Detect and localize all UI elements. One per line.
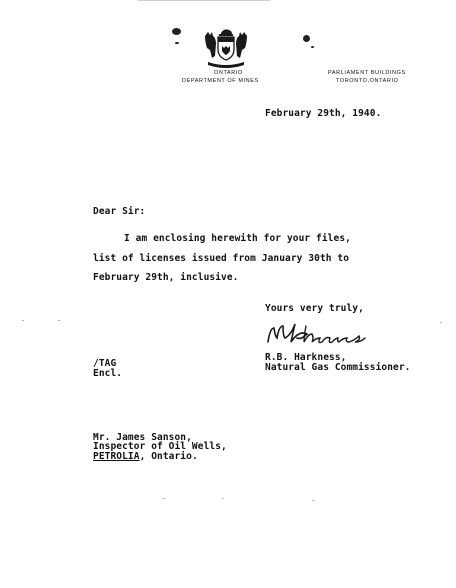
scan-speck xyxy=(222,498,224,499)
body-line-1: I am enclosing herewith for your files, xyxy=(124,233,351,244)
scan-speck xyxy=(312,500,315,501)
ink-blot-left-small xyxy=(175,42,179,44)
scan-speck xyxy=(440,322,442,323)
top-edge-line xyxy=(138,0,270,1)
body-line-3: February 29th, inclusive. xyxy=(93,272,239,283)
scan-speck xyxy=(58,320,60,321)
signatory-title: Natural Gas Commissioner. xyxy=(265,362,411,373)
reference-initials: /TAG xyxy=(93,358,117,369)
letterhead-address-line1: PARLIAMENT BUILDINGS xyxy=(328,70,406,76)
recipient-province: , Ontario. xyxy=(139,451,198,462)
salutation: Dear Sir: xyxy=(93,206,146,217)
letterhead-department: DEPARTMENT OF MINES xyxy=(182,78,259,84)
enclosure-note: Encl. xyxy=(93,368,123,379)
scan-speck xyxy=(22,320,24,321)
ontario-coat-of-arms-icon xyxy=(202,26,250,68)
letter-date: February 29th, 1940. xyxy=(265,108,382,119)
recipient-title: Inspector of Oil Wells, xyxy=(93,441,227,452)
recipient-town: PETROLIA xyxy=(93,451,140,462)
letterhead-address-line2: TORONTO,ONTARIO xyxy=(336,78,399,84)
signatory-name: R.B. Harkness, xyxy=(265,352,347,363)
closing: Yours very truly, xyxy=(265,303,364,314)
ink-blot-left xyxy=(172,28,181,35)
recipient-name: Mr. James Sanson, xyxy=(93,432,192,443)
ink-blot-right-small xyxy=(311,46,314,48)
recipient-address xyxy=(93,451,198,462)
ink-blot-right xyxy=(303,35,310,42)
scan-speck xyxy=(162,498,165,499)
body-line-2: list of licenses issued from January 30th to xyxy=(93,253,350,264)
handwritten-signature xyxy=(262,318,410,348)
letterhead-province: ONTARIO xyxy=(214,70,243,76)
